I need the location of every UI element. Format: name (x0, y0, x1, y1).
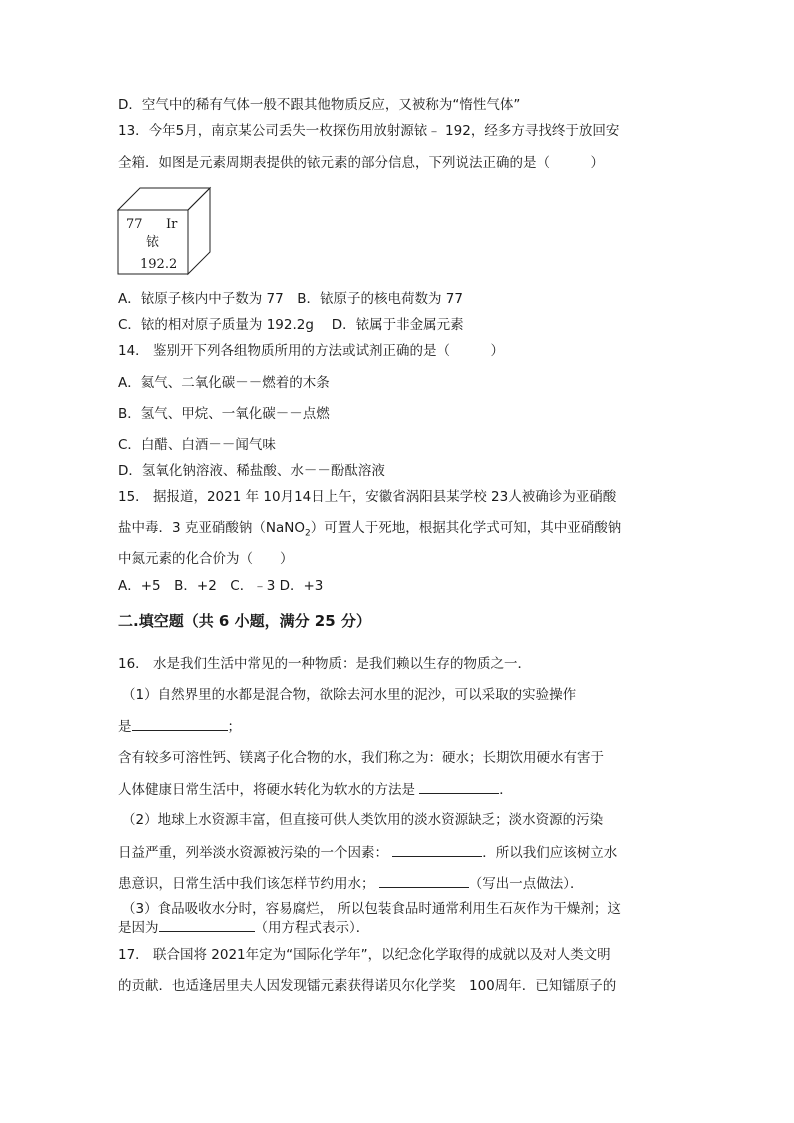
q12-option-d: D．空气中的稀有气体一般不跟其他物质反应，又被称为“惰性气体” (118, 97, 521, 113)
q16-hardwater-line2: 人体健康日常生活中，将硬水转化为软水的方法是 ． (118, 782, 513, 798)
element-atomic-mass: 192.2 (140, 257, 178, 272)
q14-option-a: A．氦气、二氧化碳－－燃着的木条 (118, 375, 330, 391)
q16-part2-line3: 患意识，日常生活中我们该怎样节约用水； （写出一点做法）． (118, 876, 584, 892)
q15-stem-line1: 15． 据报道，2021 年 10月14日上午，安徽省涡阳县某学校 23人被确诊为亚硝酸 (118, 489, 617, 505)
q16-stem: 16． 水是我们生活中常见的一种物质：是我们赖以生存的物质之一． (118, 656, 531, 672)
q16-part1-line2: 是 ； (118, 719, 241, 735)
q13-stem-line1: 13．今年5月，南京某公司丢失一枚探伤用放射源铱﹣ 192，经多方寻找终于放回安 (118, 123, 620, 139)
q14-stem: 14． 鉴别开下列各组物质所用的方法或试剂正确的是（ ） (118, 343, 504, 359)
q14-option-d: D．氢氧化钠溶液、稀盐酸、水－－酚酞溶液 (118, 463, 385, 479)
q17-stem-line1: 17． 联合国将 2021年定为“国际化学年”，以纪念化学取得的成就以及对人类文明 (118, 947, 611, 963)
element-symbol: Ir (166, 217, 178, 232)
answer-blank[interactable] (159, 918, 255, 932)
q15-options: A．+5 B．+2 C．﹣3 D．+3 (118, 578, 324, 594)
q14-option-b: B．氢气、甲烷、一氧化碳－－点燃 (118, 406, 330, 422)
element-name: 铱 (146, 235, 160, 250)
q15-stem-line3: 中氮元素的化合价为（ ） (118, 551, 294, 567)
answer-blank[interactable] (419, 780, 499, 794)
answer-blank[interactable] (392, 843, 482, 857)
q15-stem-line2: 盐中毒．3 克亚硝酸钠（NaNO$_2$）可置人于死地，根据其化学式可知，其中亚硝酸钠 (118, 520, 622, 539)
q17-stem-line2: 的贡献．也适逢居里夫人因发现镭元素获得诺贝尔化学奖 100周年．已知镭原子的 (118, 978, 617, 994)
q16-part1-line1: （1）自然界里的水都是混合物，欲除去河水里的泥沙，可以采取的实验操作 (122, 687, 577, 703)
q16-hardwater-line1: 含有较多可溶性钙、镁离子化合物的水，我们称之为：硬水；长期饮用硬水有害于 (118, 750, 604, 766)
section-heading: 二.填空题（共 6 小题，满分 25 分） (118, 612, 371, 630)
q13-stem-line2: 全箱．如图是元素周期表提供的铱元素的部分信息，下列说法正确的是（ ） (118, 155, 604, 171)
iridium-element-card (116, 186, 212, 276)
answer-blank[interactable] (379, 874, 469, 888)
element-atomic-number: 77 (126, 217, 143, 232)
q14-option-c: C．白醋、白酒－－闻气味 (118, 437, 276, 453)
answer-blank[interactable] (132, 717, 228, 731)
q13-options-cd: C．铱的相对原子质量为 192.2g D．铱属于非金属元素 (118, 317, 464, 333)
q16-part3-line2: 是因为 （用方程式表示）． (118, 920, 370, 936)
q13-options-ab: A．铱原子核内中子数为 77 B．铱原子的核电荷数为 77 (118, 291, 463, 307)
q16-part3-line1: （3）食品吸收水分时，容易腐烂， 所以包装食品时通常利用生石灰作为干燥剂；这 (122, 901, 621, 917)
q16-part2-line1: （2）地球上水资源丰富，但直接可供人类饮用的淡水资源缺乏；淡水资源的污染 (122, 812, 604, 828)
q16-part2-line2: 日益严重，列举淡水资源被污染的一个因素： ．所以我们应该树立水 (118, 845, 618, 861)
